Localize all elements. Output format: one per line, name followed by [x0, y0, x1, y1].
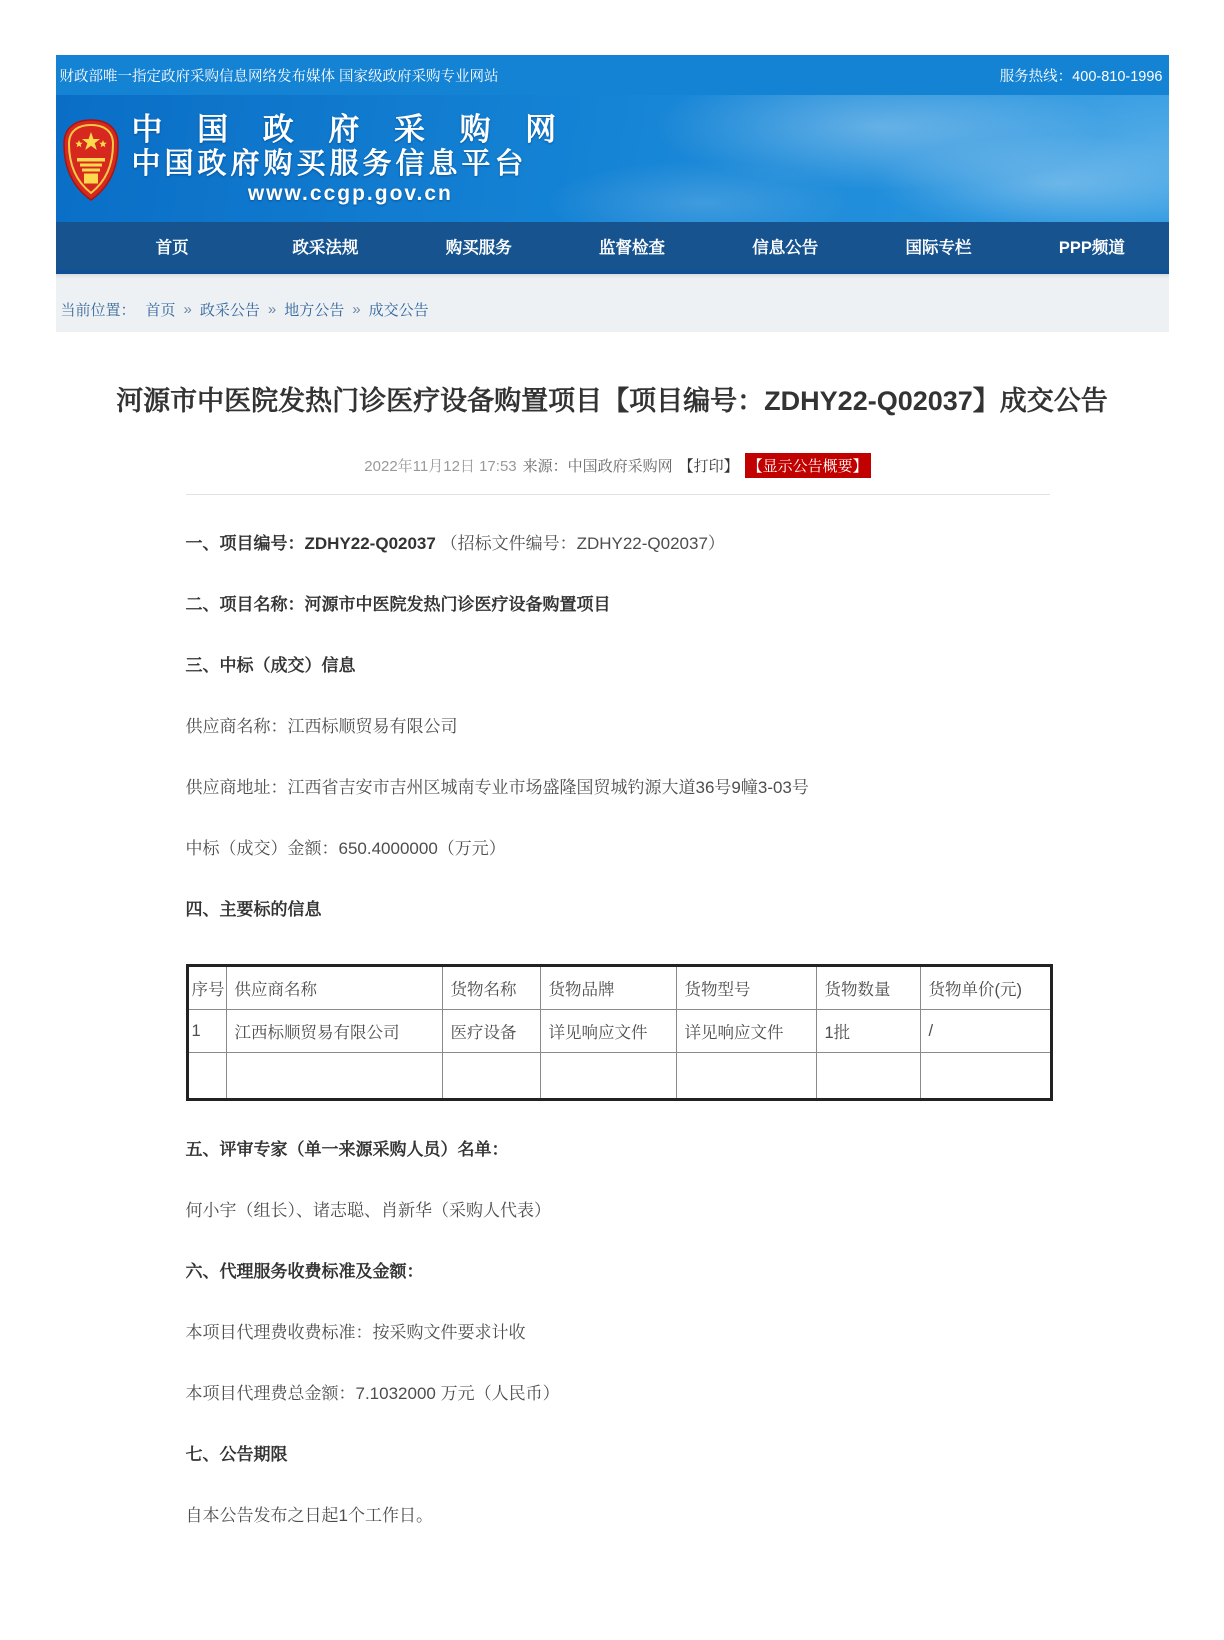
section-7-heading: 七、公告期限	[185, 1445, 288, 1464]
breadcrumb-separator: »	[183, 300, 192, 318]
col-header-supplier: 供应商名称	[226, 966, 442, 1010]
cell-model	[676, 1053, 816, 1100]
nav-item-purchase-service[interactable]: 购买服务	[445, 239, 512, 257]
service-hotline: 服务热线：400-810-1996	[999, 68, 1163, 85]
site-logo[interactable]	[62, 113, 570, 207]
page-title: 河源市中医院发热门诊医疗设备购置项目【项目编号：ZDHY22-Q02037】成交公告	[116, 386, 1108, 416]
article-meta	[186, 453, 1050, 478]
cell-unit-price	[920, 1053, 1051, 1100]
col-header-model: 货物型号	[676, 966, 816, 1010]
col-header-unit-price: 货物单价(元)	[920, 966, 1051, 1010]
breadcrumb-local-notices[interactable]: 地方公告	[284, 301, 345, 319]
nav-item-home[interactable]: 首页	[155, 239, 189, 257]
top-bar	[56, 55, 1169, 95]
section-4-heading: 四、主要标的信息	[185, 900, 322, 919]
section-1-heading	[186, 532, 1050, 556]
site-container	[56, 55, 1169, 1528]
table-row	[187, 1010, 1051, 1053]
breadcrumb-separator: »	[267, 300, 277, 318]
goods-info-table	[186, 964, 1053, 1101]
section-2-heading: 二、项目名称：河源市中医院发热门诊医疗设备购置项目	[185, 595, 611, 614]
breadcrumb-procurement-notices[interactable]: 政采公告	[199, 301, 260, 319]
cell-unit-price: /	[920, 1010, 1051, 1053]
col-header-quantity: 货物数量	[816, 966, 920, 1010]
breadcrumb-award-notices[interactable]: 成交公告	[368, 301, 429, 319]
cell-brand	[540, 1053, 676, 1100]
national-emblem-icon	[62, 118, 120, 202]
cell-brand: 详见响应文件	[540, 1010, 676, 1053]
col-header-brand: 货物品牌	[540, 966, 676, 1010]
review-experts: 何小宇（组长）、诸志聪、肖新华（采购人代表）	[185, 1201, 551, 1220]
logo-url: www.ccgp.gov.cn	[247, 182, 453, 205]
project-number: 一、项目编号：ZDHY22-Q02037	[185, 534, 436, 553]
breadcrumb-label: 当前位置：	[60, 301, 136, 319]
col-header-index: 序号	[187, 966, 226, 1010]
award-amount: 中标（成交）金额：650.4000000（万元）	[185, 839, 506, 858]
section-6-heading: 六、代理服务收费标准及金额：	[185, 1262, 424, 1281]
tender-doc-number: （招标文件编号：ZDHY22-Q02037）	[440, 534, 725, 553]
cell-supplier	[226, 1053, 442, 1100]
logo-subtitle: 中国政府购买服务信息平台	[131, 148, 528, 180]
agency-fee-standard: 本项目代理费收费标准：按采购文件要求计收	[185, 1323, 526, 1342]
cell-index: 1	[187, 1010, 226, 1053]
col-header-goods-name: 货物名称	[442, 966, 540, 1010]
site-slogan: 财政部唯一指定政府采购信息网络发布媒体 国家级政府采购专业网站	[59, 68, 499, 85]
print-button[interactable]: 【打印】	[678, 458, 739, 475]
cell-quantity: 1批	[816, 1010, 920, 1053]
cell-model: 详见响应文件	[676, 1010, 816, 1053]
nav-item-ppp[interactable]: PPP频道	[1058, 239, 1125, 257]
cell-goods-name: 医疗设备	[442, 1010, 540, 1053]
cell-supplier: 江西标顺贸易有限公司	[226, 1010, 442, 1053]
supplier-address: 供应商地址：江西省吉安市吉州区城南专业市场盛隆国贸城钓源大道36号9幢3-03号	[185, 778, 809, 797]
show-summary-button[interactable]: 【显示公告概要】	[745, 453, 871, 478]
site-banner	[56, 95, 1169, 222]
section-3-heading: 三、中标（成交）信息	[185, 656, 356, 675]
article-content	[186, 453, 1050, 1528]
table-header-row	[187, 966, 1051, 1010]
article	[56, 332, 1169, 1528]
table-row-empty	[187, 1053, 1051, 1100]
cell-index	[187, 1053, 226, 1100]
main-nav	[56, 222, 1169, 274]
nav-item-international[interactable]: 国际专栏	[905, 239, 972, 257]
section-5-heading: 五、评审专家（单一来源采购人员）名单：	[185, 1140, 509, 1159]
breadcrumb-home[interactable]: 首页	[145, 301, 176, 319]
breadcrumb-separator: »	[352, 300, 361, 318]
cell-quantity	[816, 1053, 920, 1100]
breadcrumb	[56, 274, 1169, 332]
article-source: 来源：中国政府采购网	[522, 458, 673, 475]
nav-item-announcements[interactable]: 信息公告	[752, 239, 819, 257]
logo-text	[132, 113, 570, 207]
supplier-name: 供应商名称：江西标顺贸易有限公司	[185, 717, 458, 736]
meta-divider	[186, 494, 1050, 495]
cell-goods-name	[442, 1053, 540, 1100]
logo-title: 中 国 政 府 采 购 网	[131, 112, 570, 147]
publish-datetime: 2022年11月12日 17:53	[364, 458, 517, 475]
nav-item-supervision[interactable]: 监督检查	[598, 239, 665, 257]
notice-period: 自本公告发布之日起1个工作日。	[185, 1506, 433, 1525]
nav-item-regulations[interactable]: 政采法规	[292, 239, 359, 257]
agency-fee-total: 本项目代理费总金额：7.1032000 万元（人民币）	[185, 1384, 560, 1403]
